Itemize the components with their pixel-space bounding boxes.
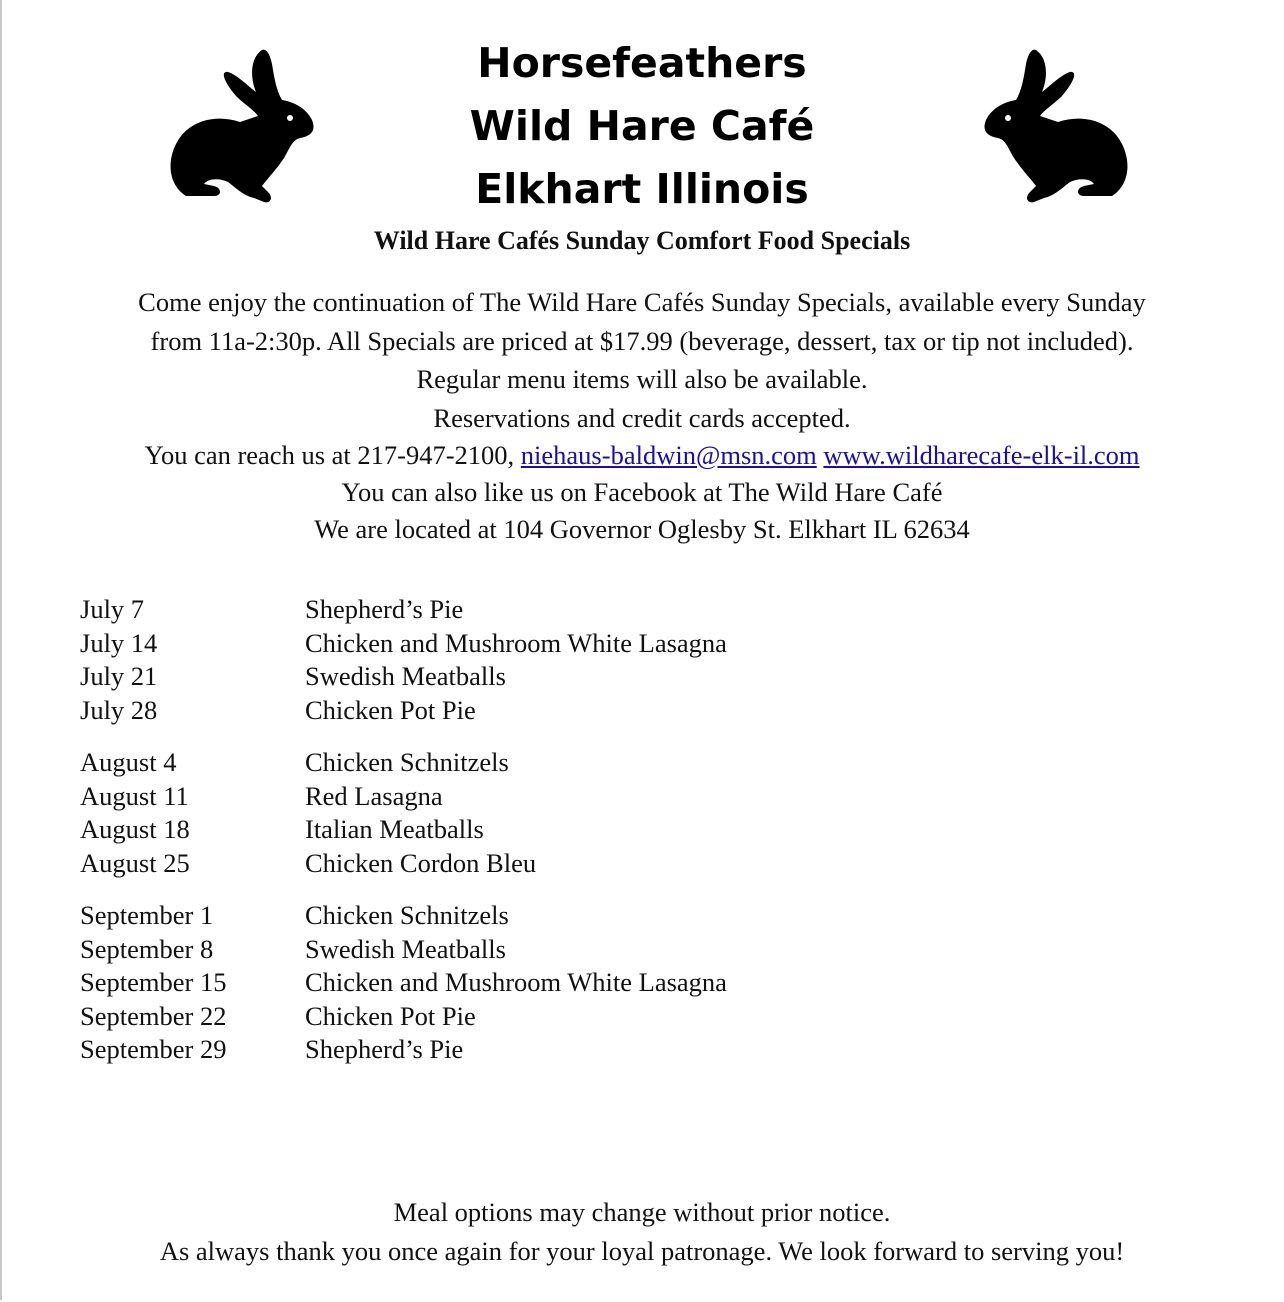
intro-line: from 11a-2:30p. All Specials are priced at $17.99 (beverage, dessert, tax or tip not included). — [150, 325, 1134, 356]
website-link[interactable]: www.wildharecafe-elk-il.com — [823, 440, 1140, 470]
footer-line: As always thank you once again for your loyal patronage. We look forward to serving you! — [159, 1236, 1125, 1266]
footer — [0, 1193, 1284, 1271]
schedule-meal: Chicken Schnitzels — [305, 747, 509, 777]
schedule-row — [80, 1033, 727, 1067]
schedule-date: September 8 — [80, 933, 214, 964]
title-line: Wild Hare Café — [469, 102, 815, 150]
schedule-date: August 18 — [80, 814, 190, 844]
schedule-meal: Chicken and Mushroom White Lasagna — [305, 967, 727, 997]
schedule-row — [80, 746, 727, 780]
schedule-date: August 11 — [80, 780, 189, 811]
intro — [0, 283, 1284, 548]
schedule-date: July 28 — [80, 694, 158, 725]
title-line: Horsefeathers — [477, 39, 807, 87]
schedule-meal: Chicken Cordon Bleu — [305, 847, 537, 878]
intro-line: Reservations and credit cards accepted. — [433, 402, 851, 433]
schedule-meal: Chicken Schnitzels — [305, 900, 509, 930]
schedule-meal: Shepherd’s Pie — [305, 1034, 464, 1064]
month-group-august — [80, 746, 727, 880]
schedule-row — [80, 813, 727, 847]
schedule-row — [80, 694, 727, 728]
intro-line: Regular menu items will also be available. — [416, 364, 868, 394]
month-group-july — [80, 593, 727, 727]
schedule-date: September 15 — [80, 967, 227, 997]
location-line: We are located at 104 Governor Oglesby St. Elkhart IL 62634 — [314, 514, 970, 544]
schedule — [80, 593, 727, 1086]
contact-line — [0, 437, 1284, 474]
rabbit-icon — [982, 46, 1132, 206]
footer-line: Meal options may change without prior notice. — [393, 1197, 891, 1227]
subtitle: Wild Hare Cafés Sunday Comfort Food Specials — [373, 226, 911, 255]
schedule-meal: Chicken Pot Pie — [305, 694, 476, 725]
schedule-date: August 25 — [80, 847, 190, 878]
month-group-september — [80, 899, 727, 1067]
schedule-meal: Shepherd’s Pie — [305, 594, 464, 624]
schedule-row — [80, 780, 727, 814]
schedule-date: July 21 — [80, 661, 158, 691]
schedule-meal: Red Lasagna — [305, 780, 443, 811]
intro-line: Come enjoy the continuation of The Wild Hare Cafés Sunday Specials, available every Sunday — [138, 287, 1146, 317]
schedule-row — [80, 966, 727, 1000]
schedule-date: July 7 — [80, 594, 145, 624]
schedule-row — [80, 847, 727, 881]
schedule-meal: Chicken and Mushroom White Lasagna — [305, 627, 727, 658]
email-link[interactable]: niehaus-baldwin@msn.com — [520, 440, 817, 470]
schedule-row — [80, 1000, 727, 1034]
schedule-row — [80, 899, 727, 933]
schedule-row — [80, 660, 727, 694]
schedule-date: September 1 — [80, 900, 214, 930]
facebook-line: You can also like us on Facebook at The Wild Hare Café — [341, 477, 943, 507]
contact-prefix: You can reach us at 217-947-2100, — [144, 440, 521, 470]
schedule-meal: Swedish Meatballs — [305, 933, 506, 964]
schedule-date: August 4 — [80, 747, 177, 777]
schedule-meal: Swedish Meatballs — [305, 661, 506, 691]
schedule-row — [80, 593, 727, 627]
schedule-row — [80, 627, 727, 661]
schedule-row — [80, 933, 727, 967]
schedule-date: September 22 — [80, 1000, 227, 1031]
schedule-date: July 14 — [80, 627, 158, 658]
schedule-date: September 29 — [80, 1034, 227, 1064]
title-line: Elkhart Illinois — [475, 165, 809, 213]
header — [0, 30, 1284, 213]
schedule-meal: Italian Meatballs — [305, 814, 484, 844]
schedule-meal: Chicken Pot Pie — [305, 1000, 476, 1031]
